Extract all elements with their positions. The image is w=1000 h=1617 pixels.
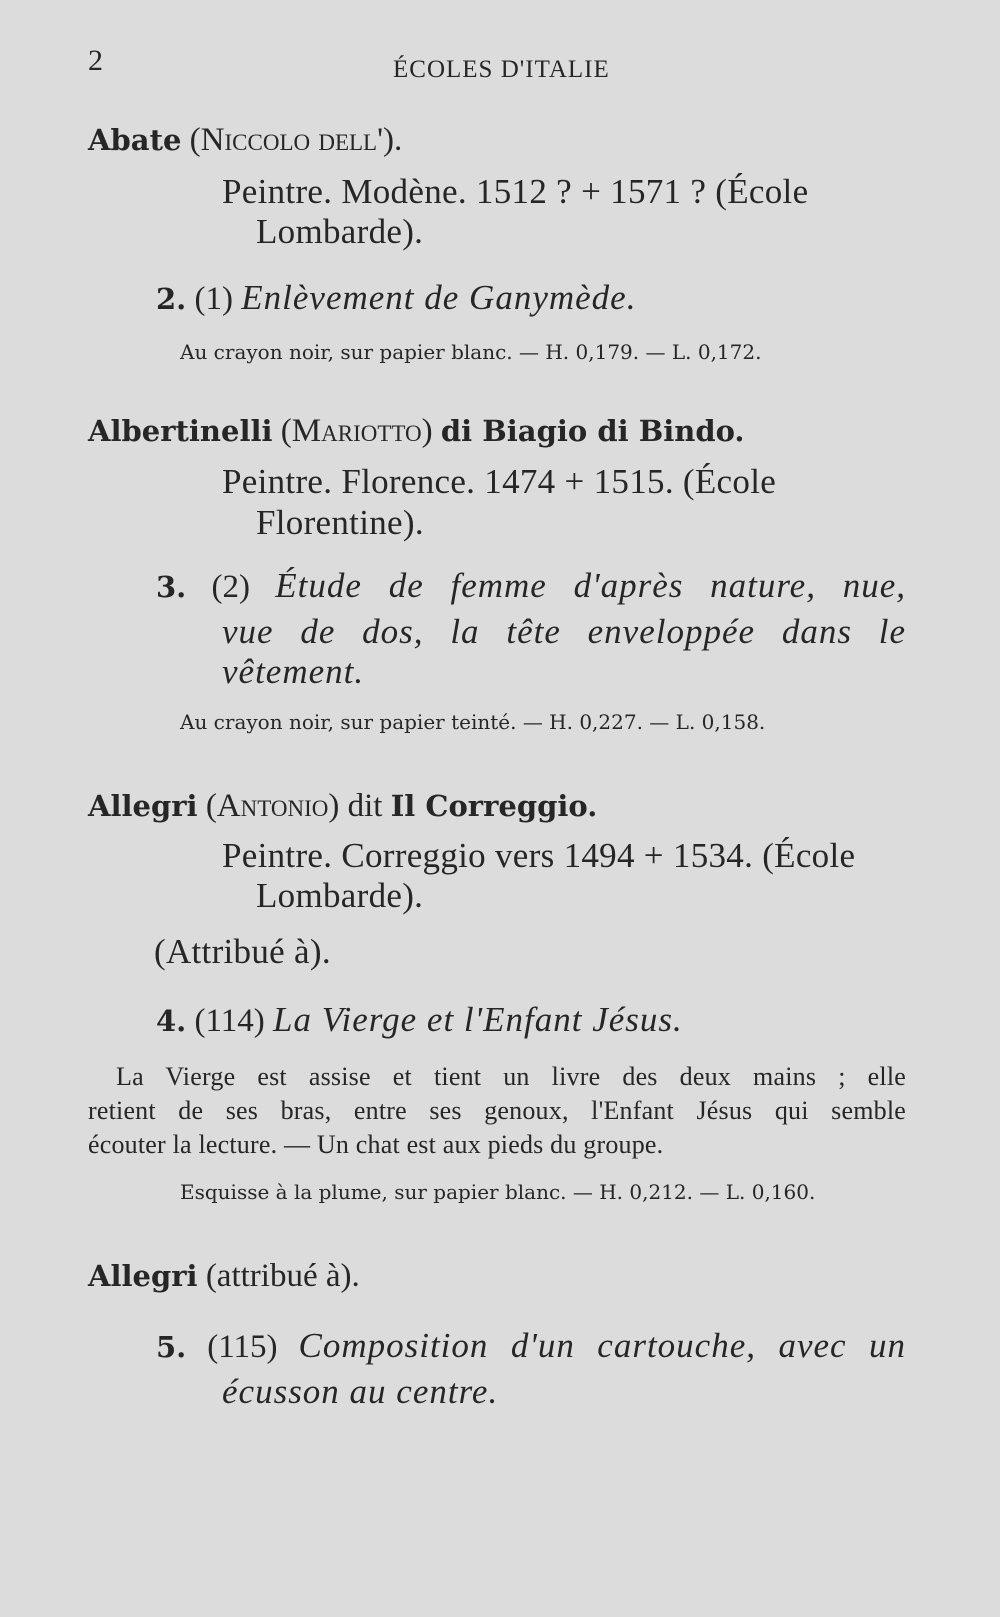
artist-bio-line: Florentine).: [256, 503, 424, 542]
entry-ref: (2): [211, 569, 251, 605]
artist-heading-allegri: [88, 788, 597, 825]
entry-medium: Au crayon noir, sur papier blanc. — H. 0,179. — L. 0,172.: [180, 340, 762, 364]
artist-heading-albertinelli: [88, 413, 745, 450]
entry-number: 5.: [156, 1330, 187, 1364]
entry-number: 3.: [156, 570, 187, 604]
catalogue-entry-title: [156, 278, 636, 318]
catalogue-entry-title: [156, 1326, 906, 1366]
entry-title: La Vierge et l'Enfant Jésus.: [273, 1000, 683, 1039]
artist-bio-line: Lombarde).: [256, 876, 424, 915]
artist-heading-abate: [88, 122, 402, 159]
artist-name-suffix: di Biagio di Bindo.: [440, 414, 745, 448]
artist-surname: Abate: [88, 123, 182, 157]
entry-description-line: écouter la lecture. — Un chat est aux pieds du groupe.: [88, 1130, 664, 1159]
catalogue-entry-title: [156, 1000, 683, 1040]
entry-title: Enlèvement de Ganymède.: [241, 278, 637, 317]
attribution-note: (Attribué à).: [154, 932, 331, 971]
entry-ref: (114): [194, 1003, 265, 1039]
artist-given-name: (attribué à).: [205, 1258, 360, 1294]
artist-bio-line: Peintre. Correggio vers 1494 + 1534. (École: [222, 836, 856, 875]
artist-surname: Allegri: [88, 789, 198, 823]
artist-given-name: (Mariotto): [280, 413, 433, 449]
artist-heading-allegri-attributed: [88, 1258, 360, 1295]
entry-ref: (1): [194, 281, 234, 317]
entry-title: Étude de femme d'après nature, nue,: [275, 566, 906, 605]
entry-number: 4.: [156, 1004, 187, 1038]
entry-medium: Esquisse à la plume, sur papier blanc. — H. 0,212. — L. 0,160.: [180, 1180, 816, 1204]
artist-surname: Allegri: [88, 1259, 198, 1293]
entry-title-line: écusson au centre.: [222, 1372, 499, 1411]
artist-given-name: (Niccolo dell').: [189, 122, 403, 158]
artist-given-name: (Antonio): [205, 788, 340, 824]
entry-title-line: vue de dos, la tête enveloppée dans le: [222, 612, 906, 651]
entry-description-line: La Vierge est assise et tient un livre des deux mains ; elle: [116, 1062, 906, 1091]
entry-description-line: retient de ses bras, entre ses genoux, l'Enfant Jésus qui semble: [88, 1096, 906, 1125]
running-title: ÉCOLES D'ITALIE: [393, 56, 610, 83]
artist-surname: Albertinelli: [88, 414, 273, 448]
artist-bio-line: Peintre. Florence. 1474 + 1515. (École: [222, 462, 777, 501]
artist-dit: dit: [347, 788, 383, 824]
entry-number: 2.: [156, 282, 187, 316]
entry-title-line: vêtement.: [222, 652, 365, 691]
entry-ref: (115): [207, 1329, 278, 1365]
catalogue-entry-title: [156, 566, 906, 606]
page-number: 2: [88, 44, 103, 77]
artist-bio-line: Lombarde).: [256, 212, 424, 251]
artist-bio-line: Peintre. Modène. 1512 ? + 1571 ? (École: [222, 172, 809, 211]
artist-name-suffix: Il Correggio.: [390, 789, 598, 823]
entry-title: Composition d'un cartouche, avec un: [298, 1326, 907, 1365]
entry-medium: Au crayon noir, sur papier teinté. — H. 0,227. — L. 0,158.: [180, 710, 766, 734]
